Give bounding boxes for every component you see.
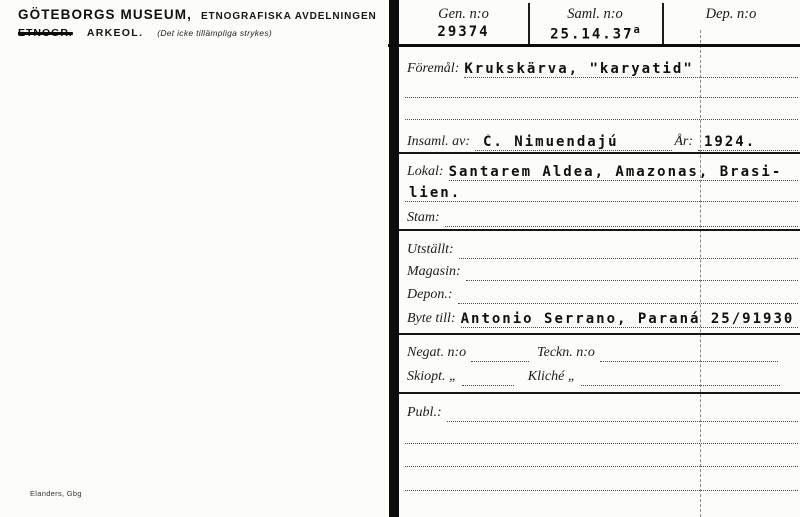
insaml-value: Ć. Nimuendajú	[483, 134, 619, 150]
foremal-value: Krukskärva, "karyatid"	[464, 61, 694, 77]
teckn-no-label: Teckn. n:o	[537, 345, 595, 360]
magasin-label: Magasin:	[407, 264, 461, 279]
field-row-utstallt	[405, 238, 798, 259]
field-row-depon	[405, 283, 798, 304]
field-row-foremal	[405, 56, 798, 78]
dep-no-label: Dep. n:o	[705, 6, 757, 22]
byte-till-label: Byte till:	[407, 311, 456, 326]
museum-title: GÖTEBORGS MUSEUM,	[18, 7, 192, 22]
section-rule	[399, 229, 800, 231]
category-line	[18, 27, 272, 39]
saml-no-suffix: a	[633, 24, 640, 36]
fold-bar	[389, 0, 399, 517]
skiopt-label: Skiopt. „	[407, 369, 457, 384]
saml-no-main: 25.14.37	[550, 26, 634, 43]
dotted-empty-line	[405, 490, 798, 491]
ar-value: 1924.	[704, 134, 757, 150]
depon-label: Depon.:	[407, 287, 453, 302]
gen-no-label: Gen. n:o	[438, 6, 489, 22]
field-row-insaml	[405, 130, 798, 151]
byte-till-value: Antonio Serrano, Paraná 25/91930	[460, 311, 795, 327]
foremal-label: Föremål:	[407, 61, 460, 76]
field-row-skiopt-kliche	[405, 366, 798, 386]
lokal-value-line2: lien.	[409, 185, 462, 201]
dotted-empty-line	[405, 119, 798, 120]
section-rule	[399, 333, 800, 335]
struck-category-etnogr: ETNOGR.	[18, 27, 73, 39]
category-note: (Det icke tillämpliga strykes)	[157, 28, 273, 38]
utstallt-label: Utställt:	[407, 242, 454, 257]
field-row-magasin	[405, 260, 798, 281]
negat-no-label: Negat. n:o	[407, 345, 467, 360]
saml-no-label: Saml. n:o	[567, 6, 623, 22]
header-heavy-rule	[388, 44, 800, 47]
header-column-separator	[528, 3, 530, 44]
museum-subtitle: ETNOGRAFISKA AVDELNINGEN	[200, 11, 377, 22]
dotted-empty-line	[405, 443, 798, 444]
dotted-empty-line	[405, 466, 798, 467]
kliche-label: Kliché „	[527, 369, 576, 384]
printer-mark: Elanders, Gbg	[30, 489, 82, 498]
saml-no-value	[528, 24, 662, 44]
field-row-byte-till	[405, 306, 798, 328]
insaml-label: Insaml. av:	[407, 134, 470, 149]
field-row-lokal-cont	[405, 182, 798, 202]
ar-label: År:	[674, 134, 693, 149]
category-arkeol: ARKEOL.	[86, 27, 144, 39]
field-row-negat-teckn	[405, 342, 798, 362]
field-row-lokal	[405, 160, 798, 181]
gen-no-value: 29374	[437, 24, 490, 40]
field-row-stam	[405, 206, 798, 227]
section-rule	[399, 152, 800, 154]
dotted-empty-line	[405, 97, 798, 98]
field-row-publ	[405, 402, 798, 422]
lokal-value-line1: Santarem Aldea, Amazonas, Brasi-	[448, 164, 783, 180]
museum-header	[18, 7, 377, 22]
lokal-label: Lokal:	[407, 164, 444, 179]
section-rule	[399, 392, 800, 394]
publ-label: Publ.:	[407, 405, 442, 420]
header-column-separator	[662, 3, 664, 44]
stam-label: Stam:	[407, 210, 440, 225]
